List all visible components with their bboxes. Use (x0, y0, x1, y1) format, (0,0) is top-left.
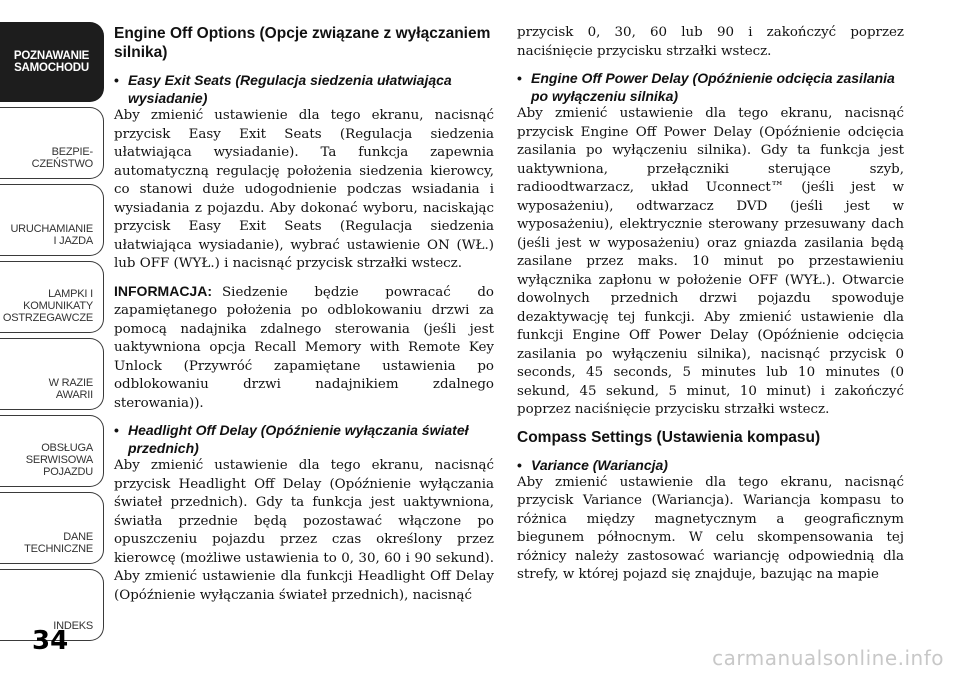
tab-lampki-i-komunikaty[interactable] (0, 261, 104, 333)
bullet-heading-variance (517, 456, 904, 474)
tab-label: W RAZIE AWARII (48, 377, 93, 401)
tab-label: LAMPKI I KOMUNIKATY OSTRZEGAWCZE (2, 288, 93, 324)
tab-poznawanie-samochodu[interactable] (0, 22, 104, 102)
left-column (114, 24, 494, 613)
tab-label: URUCHAMIANIE I JAZDA (10, 223, 93, 247)
bullet-icon: • (114, 422, 119, 438)
chapter-tabs (0, 22, 104, 646)
tab-label: BEZPIE- CZEŃSTWO (31, 146, 93, 170)
right-column (517, 24, 904, 593)
tab-label: INDEKS (53, 620, 93, 632)
tab-label: OBSŁUGA SERWISOWA POJAZDU (25, 442, 93, 478)
bullet-heading-power-delay (517, 69, 904, 105)
watermark: carmanualsonline.info (712, 646, 944, 670)
note-body: Siedzenie będzie powracać do zapamiętanego położenia po odblokowaniu drzwi za pomocą nadajnika zdalnego sterowania (jeśli jest uaktywniona opcja Recall Memory with Remote Key Unlock (Przywróć zapamiętane ustawienia po odblokowaniu drzwi nadajnikiem zdalnego sterowania)). (114, 284, 494, 411)
bullet-icon: • (517, 456, 522, 473)
bullet-icon: • (517, 70, 522, 86)
bullet-heading-easy-exit (114, 71, 494, 107)
note-label: INFORMACJA: (114, 282, 212, 299)
paragraph-variance: Aby zmienić ustawienie dla tego ekranu, nacisnąć przycisk Variance (Wariancja). Wariancja kompasu to różnica między magnetycznym a geograficznym biegunem północnym. W celu skompensowania tej różnicy należy zastosować wariancję odpowiednią dla strefy, w której pojazd się znajduje, bazując na mapie (517, 474, 904, 582)
bullet-title: Variance (Wariancja) (531, 456, 668, 473)
tab-obsluga-serwisowa[interactable] (0, 415, 104, 487)
paragraph-power-delay: Aby zmienić ustawienie dla tego ekranu, nacisnąć przycisk Engine Off Power Delay (Opóźnienie odcięcia zasilania po wyłączeniu silnika). Gdy ta funkcja jest uaktywniona, przełączniki sterujące szyb, radioodtwarzacz, układ Uconnect™ (jeśli jest w wyposażeniu), odtwarzacz DVD (jeśli jest w wyposażeniu), elektrycznie sterowany przesuwany dach (jeśli jest w wyposażeniu) oraz gniazda zasilania będą zasilane przez maks. 10 minut po przestawieniu wyłącznika zapłonu w położenie OFF (WYŁ.). Otwarcie dowolnych przednich drzwi pojazdu spowoduje dezaktywację tej funkcji. Aby zmienić ustawienie dla funkcji Engine Off Power Delay (Opóźnienie odcięcia zasilania po wyłączeniu silnika), nacisnąć przycisk 0 seconds, 45 seconds, 5 minutes lub 10 minutes (0 sekund, 45 sekund, 5 minut, 10 minut) i zakończyć poprzez naciśnięcie przycisku strzałki wstecz. (517, 106, 904, 417)
bullet-title: Easy Exit Seats (Regulacja siedzenia ułatwiająca wysiadanie) (128, 72, 452, 106)
tab-label: DANE TECHNICZNE (24, 531, 93, 555)
section-heading-engine-off: Engine Off Options (Opcje związane z wyłączaniem silnika) (114, 25, 491, 61)
bullet-title: Engine Off Power Delay (Opóźnienie odcięcia zasilania po wyłączeniu silnika) (531, 70, 895, 104)
paragraph-continued: przycisk 0, 30, 60 lub 90 i zakończyć poprzez naciśnięcie przycisku strzałki wstecz. (517, 25, 904, 59)
bullet-heading-headlight (114, 421, 494, 457)
bullet-icon: • (114, 72, 119, 88)
tab-w-razie-awarii[interactable] (0, 338, 104, 410)
section-heading-compass: Compass Settings (Ustawienia kompasu) (517, 428, 821, 446)
tab-uruchamianie-i-jazda[interactable] (0, 184, 104, 256)
bullet-title: Headlight Off Delay (Opóźnienie wyłączania świateł przednich) (128, 422, 469, 456)
tab-bezpieczenstwo[interactable] (0, 107, 104, 179)
paragraph-headlight: Aby zmienić ustawienie dla tego ekranu, nacisnąć przycisk Headlight Off Delay (Opóźnienie wyłączania świateł przednich). Gdy ta funkcja jest uaktywniona, światła przednie będą pozostawać włączone po opuszczeniu pojazdu przez czas określony przez kierowcę (możliwe ustawienia to 0, 30, 60 i 90 sekund). Aby zmienić ustawienie dla funkcji Headlight Off Delay (Opóźnienie wyłączania świateł przednich), nacisnąć (114, 458, 494, 603)
tab-dane-techniczne[interactable] (0, 492, 104, 564)
page-number: 34 (32, 626, 69, 656)
paragraph-easy-exit: Aby zmienić ustawienie dla tego ekranu, nacisnąć przycisk Easy Exit Seats (Regulacja siedzenia ułatwiająca wysiadanie). Ta funkcja zapewnia automatyczną regulację położenia siedzenia kierowcy, co stanowi duże udogodnienie podczas wsiadania i wysiadania z pojazdu. Aby dokonać wyboru, naciskając przycisk Easy Exit Seats (Regulacja siedzenia ułatwiająca wysiadanie), wybrać ustawienie ON (WŁ.) lub OFF (WYŁ.) i nacisnąć przycisk strzałki wstecz. (114, 108, 494, 271)
tab-label: POZNAWANIE SAMOCHODU (13, 50, 90, 74)
note-paragraph (114, 282, 494, 414)
